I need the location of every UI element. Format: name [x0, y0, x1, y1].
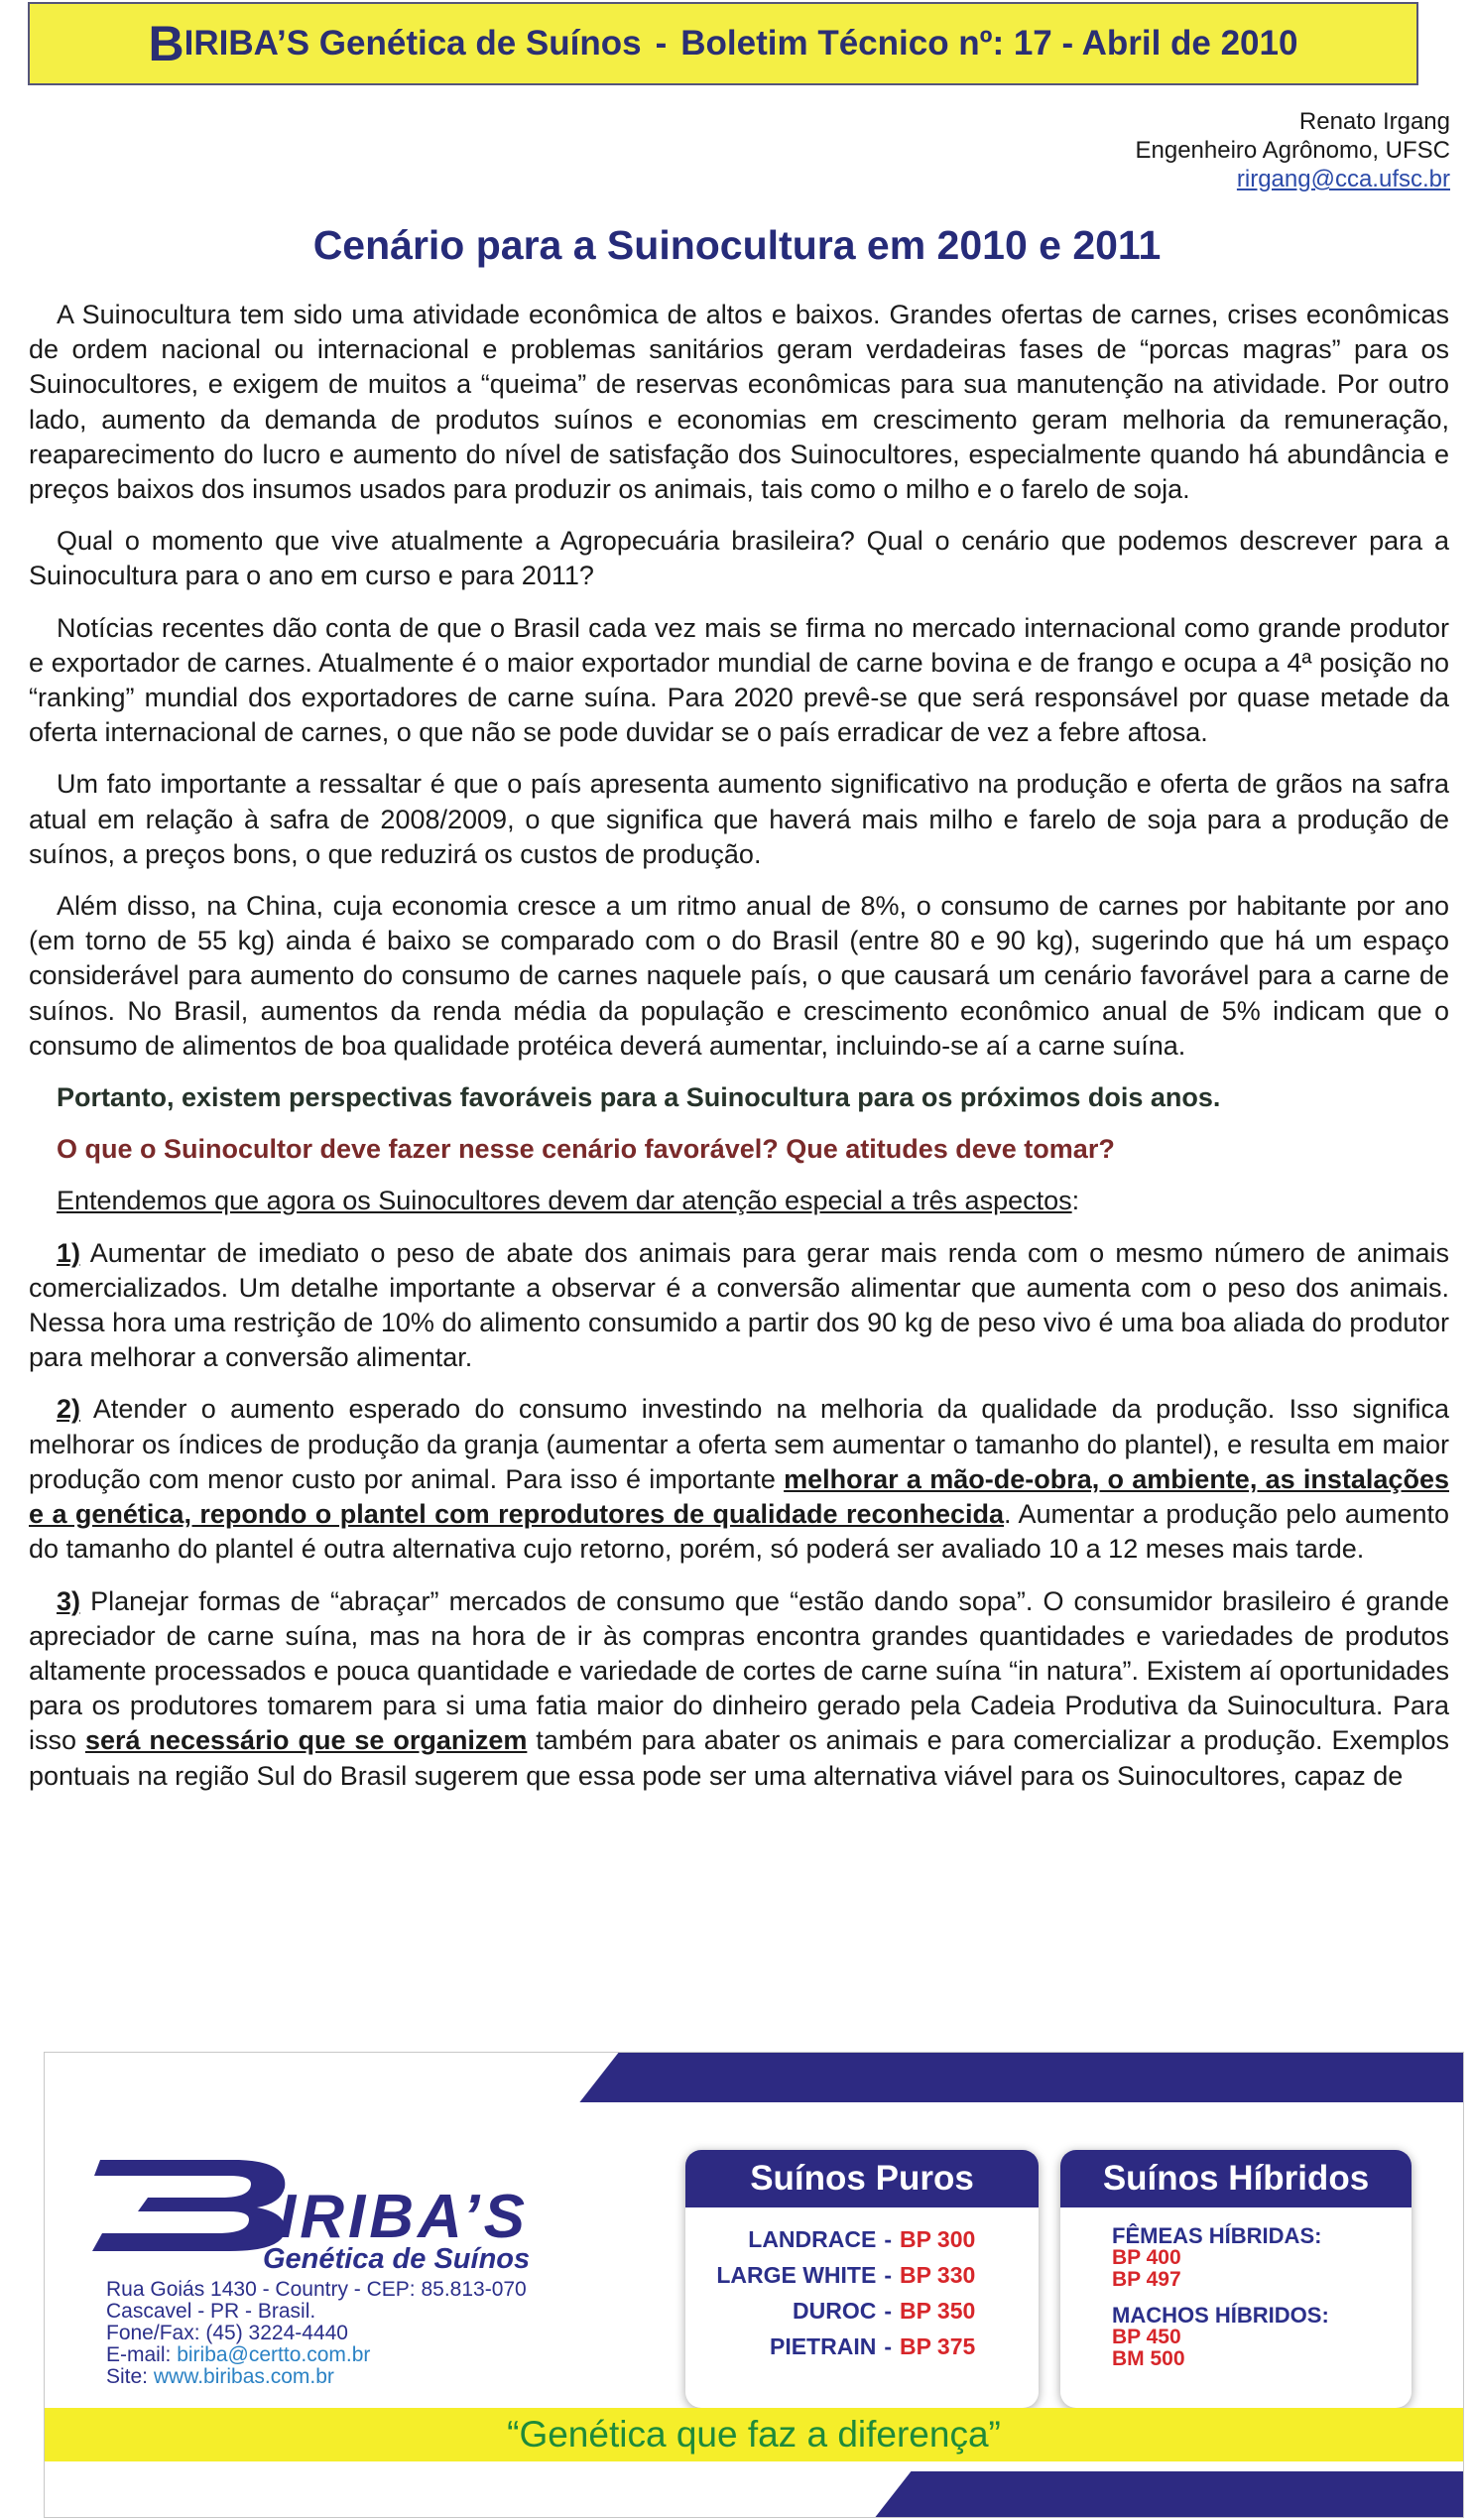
item-text: Aumentar de imediato o peso de abate dos animais para gerar mais renda com o mesmo número de animais comercializados. Um detalhe importante a observar é a conversão alimentar que aumenta com o peso dos animais. Nessa hora uma restrição de 10% do alimento consumido a partir dos 90 kg de peso vivo é uma boa aliada do produtor para melhorar a conversão alimentar.	[29, 1237, 1449, 1373]
aspect-item-2	[29, 1392, 1449, 1567]
site-line	[106, 2366, 527, 2388]
item-text: Planejar formas de “abraçar” mercados de consumo que “estão dando sopa”. O consumidor brasileiro é grande apreciador de carne suína, mas na hora de ir às compras encontra grandes quantidades e variedades de produtos altamente processados e pouca quantidade e variedade de cortes de carne suína “in natura”. Existem aí oportunidades para os produtores tomarem para si uma fatia maior do dinheiro gerado pela Cadeia Produtiva da Suinocultura. Para isso	[29, 1585, 1449, 1756]
breed-code: BP 350	[900, 2298, 976, 2324]
header-separator: -	[655, 24, 668, 63]
address-line: Rua Goiás 1430 - Country - CEP: 85.813-070	[106, 2278, 527, 2301]
decorative-band	[579, 2052, 1464, 2102]
aspects-intro-colon: :	[1071, 1186, 1080, 1216]
item-text: . Aumentar a produção pelo aumento do tamanho do plantel é outra alternativa cujo retorno, porém, só poderá ser avaliado 10 a 12 meses mais tarde.	[29, 1499, 1449, 1565]
brand-initial: B	[148, 16, 184, 71]
breed-code: BP 375	[900, 2333, 976, 2359]
paragraph: A Suinocultura tem sido uma atividade econômica de altos e baixos. Grandes ofertas de carnes, crises econômicas de ordem nacional ou internacional e problemas sanitários geram verdadeiras fases de “porcas magras” para os Suinocultores, e exigem de muitos a “queima” de reservas econômicas para sua manutenção na atividade. Por outro lado, aumento da demanda de produtos suínos e economias em crescimento geram melhoria da remuneração, reaparecimento do lucro e aumento do nível de satisfação dos Suinocultores, especialmente quando há abundância e preços baixos dos insumos usados para produzir os animais, tais como o milho e o farelo de soja.	[29, 300, 1449, 505]
pure-breeds-list	[685, 2207, 1039, 2364]
aspects-intro-text: Entendemos que agora os Suinocultores devem dar atenção especial a três aspectos	[57, 1186, 1072, 1216]
article-body	[29, 298, 1449, 1811]
breed-name: LARGE WHITE	[716, 2262, 877, 2288]
breed-row	[685, 2329, 1039, 2364]
breed-row	[685, 2293, 1039, 2329]
bulletin-header	[28, 2, 1418, 85]
logo-wordmark: IRIBA’S	[279, 2183, 529, 2251]
breed-code: BP 330	[900, 2262, 976, 2288]
contact-block	[106, 2279, 527, 2388]
hybrid-list	[1060, 2207, 1412, 2370]
item-text: Atender o aumento esperado do consumo investindo na melhoria da qualidade da produção. Isso significa melhorar os índices de produção da granja (aumentar a oferta sem aumentar o tamanho do plantel), e resulta em maior produção com menor custo por animal. Para isso é importante	[29, 1394, 1449, 1494]
hybrid-code: BP 450	[1112, 2326, 1181, 2348]
website-link[interactable]: www.biribas.com.br	[153, 2365, 334, 2388]
phone-line: Fone/Fax: (45) 3224-4440	[106, 2322, 348, 2344]
hybrid-code: BM 500	[1112, 2347, 1185, 2370]
contact-email-link[interactable]: biriba@certto.com.br	[177, 2343, 371, 2366]
breed-row	[685, 2257, 1039, 2293]
paragraph: Além disso, na China, cuja economia cresce a um ritmo anual de 8%, o consumo de carnes por habitante por ano (em torno de 55 kg) ainda é baixo se comparado com o do Brasil (entre 80 e 90 kg), sugerindo que há um espaço considerável para aumento do consumo de carnes naquele país, o que causará um cenário favorável para a carne de suínos. No Brasil, aumentos da renda média da população e crescimento econômico anual de 5% indicam que o consumo de alimentos de boa qualidade protéica deverá aumentar, incluindo-se aí a carne suína.	[29, 891, 1449, 1061]
question-statement: O que o Suinocultor deve fazer nesse cenário favorável? Que atitudes deve tomar?	[57, 1134, 1115, 1165]
conclusion-statement: Portanto, existem perspectivas favoráveis para a Suinocultura para os próximos dois anos.	[57, 1082, 1221, 1113]
females-label: FÊMEAS HÍBRIDAS:	[1112, 2223, 1322, 2248]
decorative-band	[865, 2471, 1464, 2518]
hybrid-code: BP 497	[1112, 2268, 1181, 2291]
advertisement-banner	[44, 2052, 1464, 2518]
males-label: MACHOS HÍBRIDOS:	[1112, 2303, 1329, 2328]
logo-subtitle: Genética de Suínos	[263, 2243, 531, 2275]
item-number: 1)	[57, 1237, 81, 1268]
item-number: 3)	[57, 1585, 81, 1616]
item-highlight: melhorar a mão-de-obra, o ambiente, as instalações e a genética, repondo o plantel com reprodutores de qualidade reconhecida	[29, 1463, 1449, 1530]
email-line	[106, 2344, 527, 2366]
item-number: 2)	[57, 1394, 81, 1425]
aspect-item-1	[29, 1236, 1449, 1376]
aspects-intro	[29, 1184, 1449, 1218]
item-text: também para abater os animais e para comercializar a produção. Exemplos pontuais na região Sul do Brasil sugerem que essa pode ser uma alternativa viável para os Suinocultores, capaz de	[29, 1725, 1449, 1791]
slogan-bar	[45, 2408, 1463, 2461]
breed-dash: -	[884, 2262, 892, 2288]
address-line: Cascavel - PR - Brasil.	[106, 2300, 316, 2323]
breed-row	[685, 2221, 1039, 2257]
slogan: “Genética que faz a diferença”	[507, 2414, 1001, 2455]
biribas-logo	[90, 2154, 616, 2253]
breed-code: BP 300	[900, 2226, 976, 2252]
breed-dash: -	[884, 2333, 892, 2359]
breed-name: PIETRAIN	[769, 2333, 877, 2359]
author-name: Renato Irgang	[1298, 108, 1450, 135]
email-label: E-mail:	[106, 2343, 178, 2366]
hybrid-code: BP 400	[1112, 2246, 1181, 2269]
paragraph: Qual o momento que vive atualmente a Agropecuária brasileira? Qual o cenário que podemos descrever para a Suinocultura para o ano em curso e para 2011?	[29, 526, 1449, 591]
author-email-link[interactable]: rirgang@cca.ufsc.br	[1236, 166, 1450, 192]
hybrid-breeds-title: Suínos Híbridos	[1060, 2150, 1412, 2207]
item-highlight: será necessário que se organizem	[84, 1725, 528, 1756]
article-title: Cenário para a Suinocultura em 2010 e 2011	[312, 222, 1162, 268]
paragraph: Um fato importante a ressaltar é que o país apresenta aumento significativo na produção e oferta de grãos na safra atual em relação à safra de 2008/2009, o que significa que haverá mais milho e farelo de soja para a produção de suínos, a preços bons, o que reduzirá os custos de produção.	[29, 769, 1449, 869]
site-label: Site:	[106, 2365, 154, 2388]
bulletin-info: Boletim Técnico nº: 17 - Abril de 2010	[680, 24, 1298, 63]
aspect-item-3	[29, 1584, 1449, 1794]
paragraph: Notícias recentes dão conta de que o Brasil cada vez mais se firma no mercado internacional como grande produtor e exportador de carnes. Atualmente é o maior exportador mundial de carne bovina e de frango e ocupa a 4ª posição no “ranking” mundial dos exportadores de carne suína. Para 2020 prevê-se que será responsável por quase metade da oferta internacional de carnes, o que não se pode duvidar se o país erradicar de vez a febre aftosa.	[29, 612, 1449, 748]
breed-name: LANDRACE	[748, 2226, 877, 2252]
pure-breeds-title: Suínos Puros	[685, 2150, 1039, 2207]
breed-dash: -	[884, 2298, 892, 2324]
brand-name: IRIBA’S Genética de Suínos	[184, 24, 642, 63]
pure-breeds-box	[685, 2150, 1039, 2408]
author-block	[1135, 107, 1450, 193]
breed-dash: -	[884, 2226, 892, 2252]
hybrid-breeds-box	[1060, 2150, 1412, 2408]
breed-name: DUROC	[792, 2298, 877, 2324]
author-role: Engenheiro Agrônomo, UFSC	[1135, 137, 1450, 164]
